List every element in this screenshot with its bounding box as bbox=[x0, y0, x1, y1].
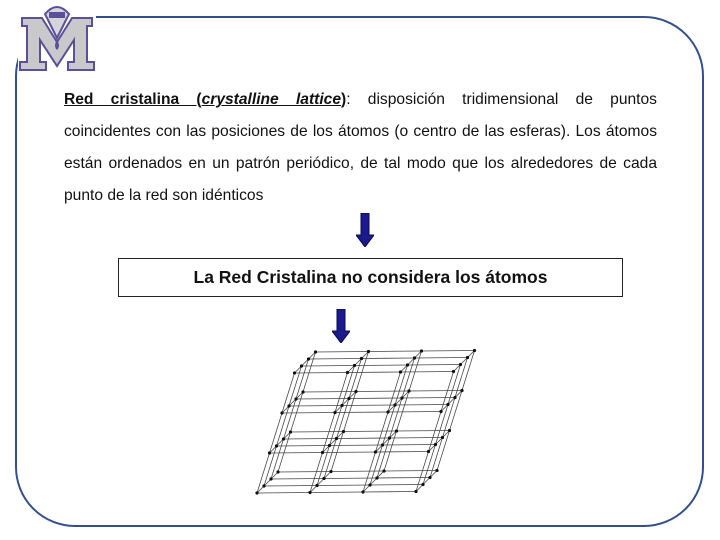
lattice-edge bbox=[355, 365, 408, 366]
lattice-point bbox=[441, 436, 444, 439]
lattice-point bbox=[335, 437, 338, 440]
lattice-edge bbox=[310, 492, 363, 493]
lattice-edge bbox=[330, 445, 383, 446]
lattice-edge bbox=[344, 431, 397, 432]
lattice-point bbox=[414, 490, 417, 493]
lattice-point bbox=[268, 451, 271, 454]
lattice-point bbox=[280, 411, 283, 414]
lattice-edge bbox=[317, 485, 370, 486]
lattice-edge bbox=[369, 351, 422, 352]
lattice-point bbox=[427, 450, 430, 453]
lattice-point bbox=[434, 443, 437, 446]
lattice-point bbox=[400, 396, 403, 399]
lattice-point bbox=[262, 484, 265, 487]
lattice-point bbox=[354, 390, 357, 393]
lattice-edge bbox=[337, 438, 390, 439]
definition-text: : disposición tridimensional de puntos coincidentes con las posiciones de los átomos (o centro de las esferas). Los átomos están ordenados en un patrón periódico, de tal modo que los alrededores de cada punto de la red son idénticos bbox=[64, 91, 657, 204]
lattice-point bbox=[276, 470, 279, 473]
lattice-edge bbox=[383, 445, 436, 446]
lattice-edge bbox=[302, 366, 355, 367]
lattice-point bbox=[420, 349, 423, 352]
metalurgia-logo bbox=[18, 0, 96, 72]
lattice-edge bbox=[377, 478, 430, 479]
lattice-edge bbox=[277, 446, 330, 447]
lattice-point bbox=[308, 491, 311, 494]
lattice-edge bbox=[271, 479, 324, 480]
lattice-point bbox=[301, 390, 304, 393]
lattice-point bbox=[448, 429, 451, 432]
lattice-edge bbox=[397, 431, 450, 432]
lattice-point bbox=[321, 451, 324, 454]
lattice-edge bbox=[331, 471, 384, 472]
lattice-point bbox=[367, 350, 370, 353]
lattice-point bbox=[446, 403, 449, 406]
lattice-point bbox=[368, 483, 371, 486]
down-arrow-icon bbox=[356, 213, 374, 247]
lattice-point bbox=[393, 403, 396, 406]
lattice-edge bbox=[415, 358, 468, 359]
lattice-point bbox=[399, 370, 402, 373]
lattice-point bbox=[473, 349, 476, 352]
lattice-point bbox=[382, 469, 385, 472]
crystal-lattice-diagram bbox=[240, 335, 500, 505]
lattice-point bbox=[452, 370, 455, 373]
lattice-point bbox=[421, 483, 424, 486]
lattice-point bbox=[439, 410, 442, 413]
lattice-point bbox=[406, 363, 409, 366]
term: Red cristalina (crystalline lattice) bbox=[64, 91, 347, 108]
lattice-edge bbox=[291, 432, 344, 433]
lattice-edge bbox=[289, 406, 342, 407]
lattice-edge bbox=[390, 438, 443, 439]
lattice-point bbox=[388, 436, 391, 439]
lattice-point bbox=[346, 371, 349, 374]
lattice-edge bbox=[282, 413, 335, 414]
lattice-point bbox=[375, 476, 378, 479]
lattice-point bbox=[428, 476, 431, 479]
lattice-edge bbox=[309, 359, 362, 360]
lattice-edge bbox=[284, 439, 337, 440]
lattice-point bbox=[293, 371, 296, 374]
lattice-point bbox=[435, 469, 438, 472]
lattice-point bbox=[360, 357, 363, 360]
lattice-point bbox=[407, 389, 410, 392]
lattice-point bbox=[300, 364, 303, 367]
lattice-point bbox=[275, 444, 278, 447]
lattice-point bbox=[466, 356, 469, 359]
lattice-edge bbox=[401, 372, 454, 373]
lattice-edge bbox=[323, 452, 376, 453]
lattice-point bbox=[333, 411, 336, 414]
lattice-point bbox=[395, 429, 398, 432]
statement-box: La Red Cristalina no considera los átomos bbox=[118, 258, 623, 297]
lattice-edge bbox=[335, 412, 388, 413]
lattice-edge bbox=[408, 365, 461, 366]
lattice-point bbox=[340, 404, 343, 407]
lattice-point bbox=[315, 484, 318, 487]
lattice-edge bbox=[402, 398, 455, 399]
lattice-edge bbox=[264, 486, 317, 487]
lattice-point bbox=[342, 430, 345, 433]
lattice-edge bbox=[278, 472, 331, 473]
lattice-edge bbox=[356, 391, 409, 392]
lattice-edge bbox=[363, 492, 416, 493]
lattice-edge bbox=[388, 412, 441, 413]
lattice-point bbox=[328, 444, 331, 447]
lattice-edge bbox=[303, 392, 356, 393]
lattice-point bbox=[282, 437, 285, 440]
lattice-point bbox=[269, 477, 272, 480]
lattice-edge bbox=[409, 391, 462, 392]
lattice-edge bbox=[295, 373, 348, 374]
lattice-point bbox=[460, 389, 463, 392]
lattice-point bbox=[287, 404, 290, 407]
lattice-point bbox=[453, 396, 456, 399]
lattice-edge bbox=[422, 351, 475, 352]
lattice-point bbox=[374, 450, 377, 453]
lattice-edge bbox=[348, 372, 401, 373]
lattice-edge bbox=[349, 398, 402, 399]
lattice-edge bbox=[376, 452, 429, 453]
definition-paragraph bbox=[64, 84, 657, 212]
lattice-point bbox=[413, 356, 416, 359]
lattice-point bbox=[386, 410, 389, 413]
lattice-edge bbox=[362, 358, 415, 359]
lattice-point bbox=[381, 443, 384, 446]
lattice-edge bbox=[342, 405, 395, 406]
lattice-point bbox=[314, 350, 317, 353]
lattice-point bbox=[255, 491, 258, 494]
lattice-edge bbox=[257, 493, 310, 494]
lattice-edge bbox=[324, 478, 377, 479]
lattice-point bbox=[294, 397, 297, 400]
lattice-point bbox=[329, 470, 332, 473]
lattice-point bbox=[289, 430, 292, 433]
lattice-edge bbox=[316, 352, 369, 353]
lattice-edge bbox=[296, 399, 349, 400]
lattice-point bbox=[353, 364, 356, 367]
lattice-point bbox=[347, 397, 350, 400]
lattice-edge bbox=[270, 453, 323, 454]
lattice-edge bbox=[370, 485, 423, 486]
lattice-point bbox=[361, 490, 364, 493]
lattice-point bbox=[459, 363, 462, 366]
lattice-edge bbox=[395, 405, 448, 406]
lattice-edge bbox=[384, 471, 437, 472]
lattice-point bbox=[322, 477, 325, 480]
lattice-point bbox=[307, 357, 310, 360]
